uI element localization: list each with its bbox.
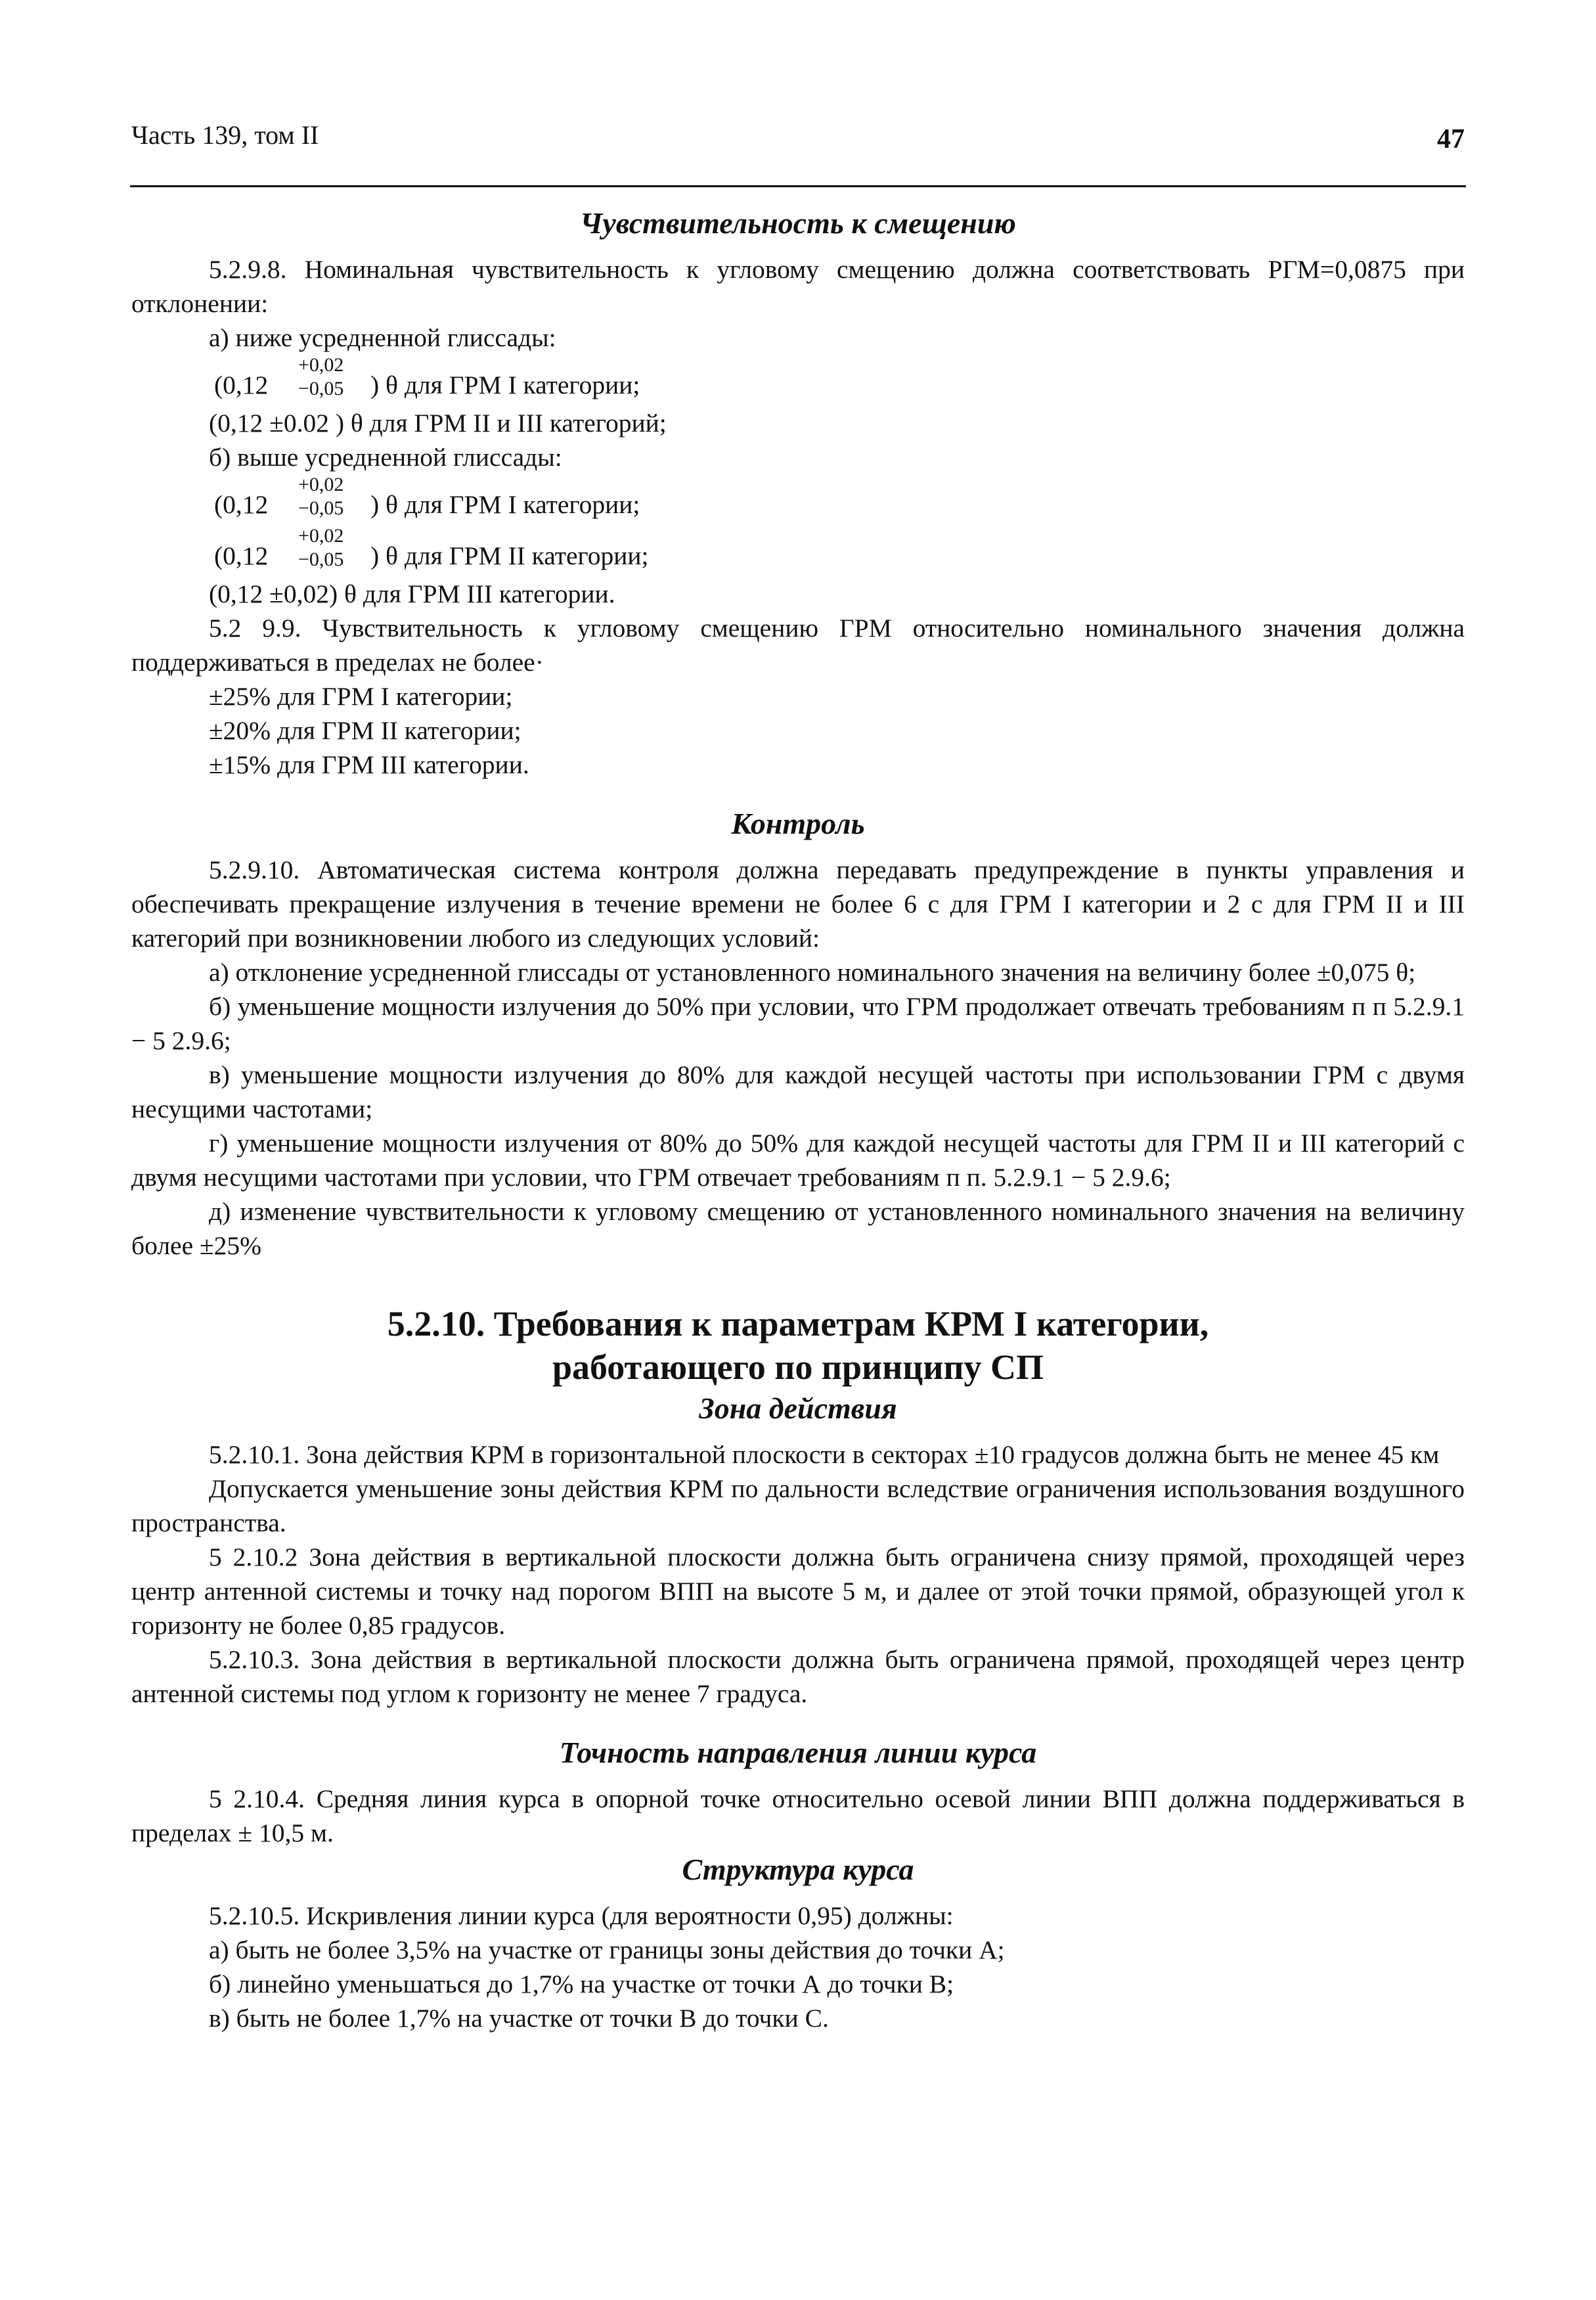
- formula-lower-tolerance: −0,05: [298, 497, 344, 519]
- formula-above-cat3: (0,12 ±0,02) θ для ГРМ III категории.: [209, 579, 615, 608]
- heading-coverage-zone: Зона действия: [699, 1391, 897, 1425]
- paragraph-allowance: Допускается уменьшение зоны действия КРМ по дальности вследствие ограничения использования воздушного пространства.: [131, 1474, 1465, 1537]
- paragraph-5-2-10-3: 5.2.10.3. Зона действия в вертикальной плоскости должна быть ограничена прямой, проходящей через центр антенной системы под углом к горизонту не менее 7 градуса.: [131, 1645, 1465, 1708]
- control-item-d: д) изменение чувствительности к угловому смещению от установленного номинального значения на величину более ±25%: [131, 1197, 1465, 1260]
- formula-text: ) θ для ГРМ I категории;: [370, 490, 640, 519]
- paragraph-5-2-9-8: 5.2.9.8. Номинальная чувствительность к угловому смещению должна соответствовать РГМ=0,0875 при отклонении:: [131, 255, 1465, 318]
- section-title-line2: работающего по принципу СП: [552, 1347, 1044, 1387]
- heading-course-accuracy: Точность направления линии курса: [559, 1736, 1037, 1769]
- formula-below-cat1: [214, 355, 1465, 406]
- control-item-v: в) уменьшение мощности излучения до 80% для каждой несущей частоты при использовании ГРМ с двумя несущими частотами;: [131, 1060, 1465, 1123]
- heading-displacement-sensitivity: Чувствительность к смещению: [579, 206, 1017, 240]
- paragraph-5-2-9-10: 5.2.9.10. Автоматическая система контроля должна передавать предупреждение в пункты управления и обеспечивать прекращение излучения в течение времени не более 6 с для ГРМ I категории и 2 с для ГРМ II и III категорий при возникновении любого из следующих условий:: [131, 855, 1465, 953]
- tolerance-cat1: ±25% для ГРМ I категории;: [209, 682, 513, 711]
- section-title-line1: 5.2.10. Требования к параметрам КРМ I категории,: [387, 1304, 1209, 1343]
- formula-upper-tolerance: +0,02: [298, 354, 344, 376]
- formula-above-cat1: [214, 474, 1465, 526]
- formula-upper-tolerance: +0,02: [298, 474, 344, 495]
- control-item-b: б) уменьшение мощности излучения до 50% при условии, что ГРМ продолжает отвечать требованиям п п 5.2.9.1 − 5 2.9.6;: [131, 992, 1465, 1055]
- structure-item-b: б) линейно уменьшаться до 1,7% на участке от точки А до точки В;: [209, 1970, 954, 1998]
- list-item-below-glidepath: а) ниже усредненной глиссады:: [209, 323, 556, 352]
- formula-base: (0,12: [214, 490, 269, 519]
- structure-item-a: а) быть не более 3,5% на участке от границы зоны действия до точки А;: [209, 1935, 1005, 1964]
- tolerance-cat2: ±20% для ГРМ II категории;: [209, 716, 521, 745]
- heading-control: Контроль: [731, 807, 865, 840]
- formula-lower-tolerance: −0,05: [298, 549, 344, 570]
- paragraph-5-2-10-4: 5 2.10.4. Средняя линия курса в опорной точке относительно осевой линии ВПП должна поддерживаться в пределах ± 10,5 м.: [131, 1784, 1465, 1847]
- formula-above-cat2: [214, 526, 1465, 577]
- formula-upper-tolerance: +0,02: [298, 525, 344, 547]
- formula-text: ) θ для ГРМ I категории;: [370, 371, 640, 399]
- paragraph-5-2-9-9: 5.2 9.9. Чувствительность к угловому смещению ГРМ относительно номинального значения должна поддерживаться в пределах не более·: [131, 614, 1465, 677]
- page-content: [131, 204, 1465, 2035]
- formula-base: (0,12: [214, 541, 269, 570]
- control-item-g: г) уменьшение мощности излучения от 80% до 50% для каждой несущей частоты для ГРМ II и III категорий с двумя несущими частотами при условии, что ГРМ отвечает требованиям п п. 5.2.9.1 − 5 2.9.6;: [131, 1129, 1465, 1192]
- formula-text: ) θ для ГРМ II категории;: [370, 541, 649, 570]
- structure-item-v: в) быть не более 1,7% на участке от точки В до точки С.: [209, 2004, 829, 2033]
- paragraph-5-2-10-2: 5 2.10.2 Зона действия в вертикальной плоскости должна быть ограничена снизу прямой, проходящей через центр антенной системы и точку над порогом ВПП на высоте 5 м, и далее от этой точки прямой, образующей угол к горизонту не более 0,85 градусов.: [131, 1543, 1465, 1640]
- running-head: Часть 139, том II: [131, 120, 319, 150]
- control-item-a: а) отклонение усредненной глиссады от установленного номинального значения на величину более ±0,075 θ;: [209, 958, 1416, 987]
- paragraph-5-2-10-5: 5.2.10.5. Искривления линии курса (для вероятности 0,95) должны:: [209, 1901, 954, 1930]
- paragraph-5-2-10-1: 5.2.10.1. Зона действия КРМ в горизонтальной плоскости в секторах ±10 градусов должна быть не менее 45 км: [209, 1440, 1440, 1469]
- header-rule: [130, 185, 1466, 187]
- formula-below-cat2-3: (0,12 ±0.02 ) θ для ГРМ II и III категорий;: [209, 409, 667, 438]
- tolerance-cat3: ±15% для ГРМ III категории.: [209, 750, 529, 779]
- list-item-above-glidepath: б) выше усредненной глиссады:: [209, 443, 562, 472]
- page-number: 47: [1437, 124, 1465, 154]
- formula-lower-tolerance: −0,05: [298, 378, 344, 399]
- formula-base: (0,12: [214, 371, 269, 399]
- heading-course-structure: Структура курса: [682, 1853, 914, 1886]
